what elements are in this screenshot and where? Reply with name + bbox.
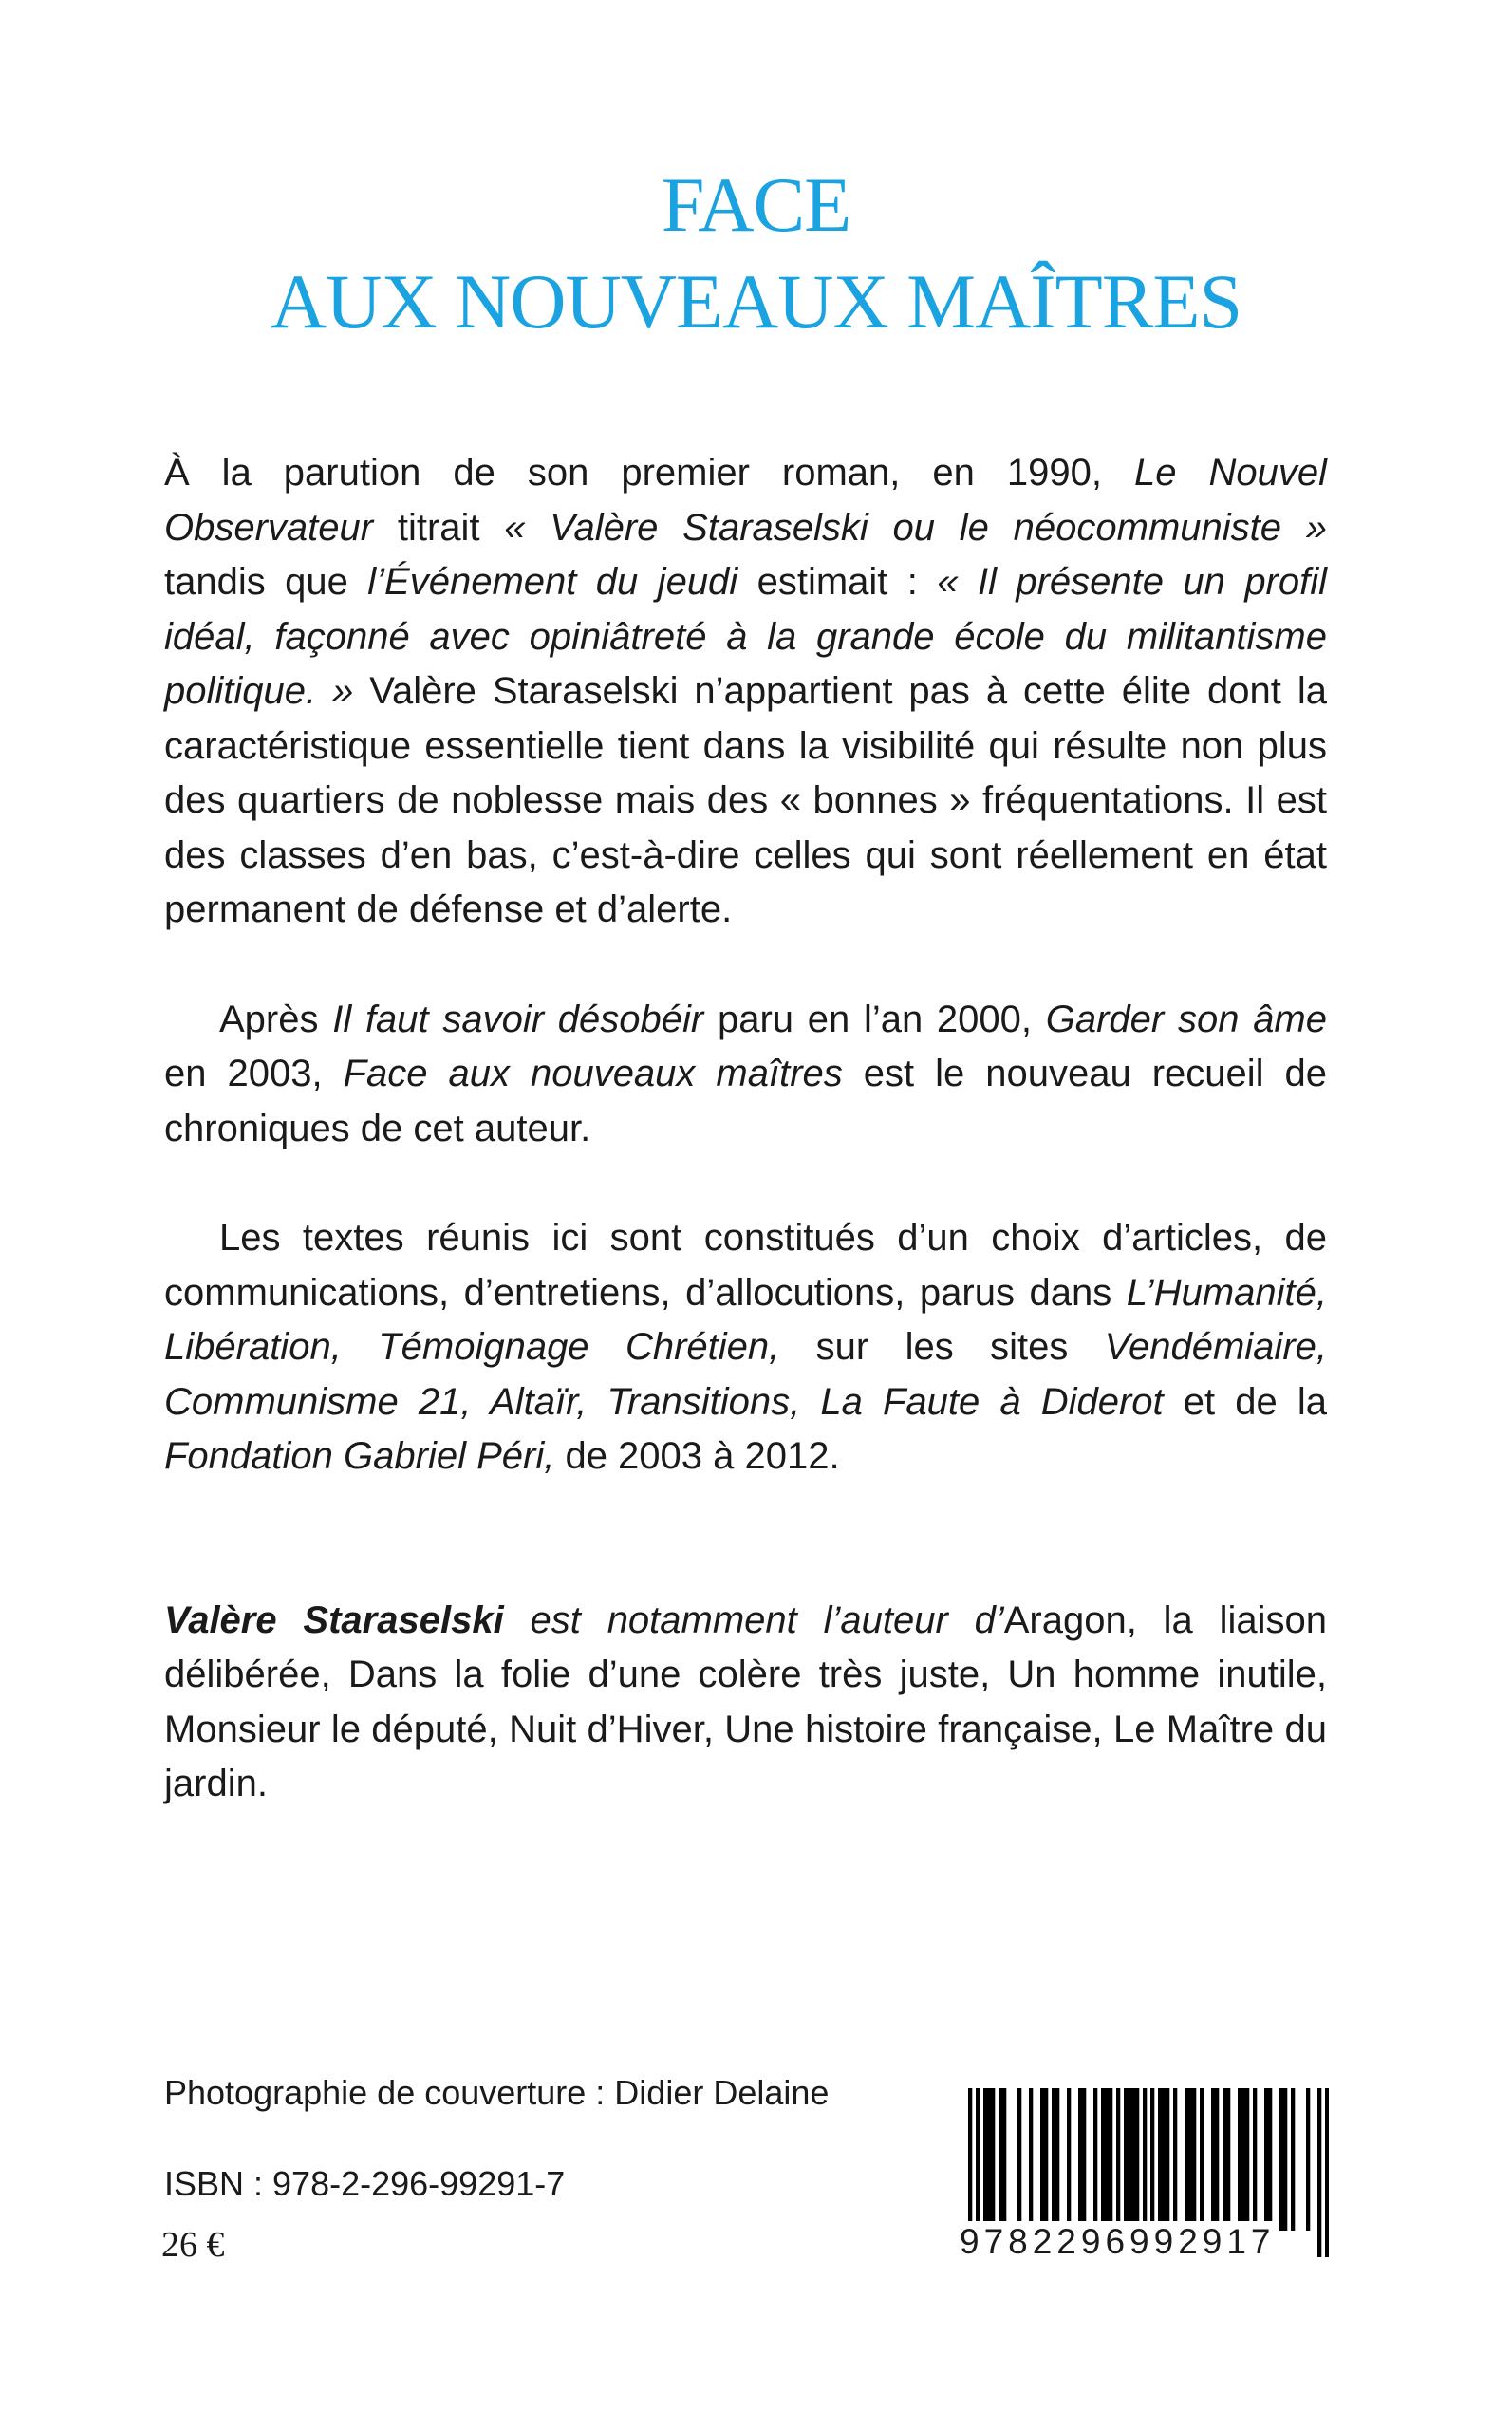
text-run: sur les sites [779,1326,1105,1368]
barcode-digits [959,2221,1331,2263]
barcode-bar [1185,2088,1188,2231]
text-run: « Valère Staraselski ou le néocommuniste » [504,506,1327,549]
text-run: Fondation Gabriel Péri, [164,1435,555,1477]
barcode-bar [1279,2088,1283,2231]
barcode-bar [1268,2088,1272,2231]
paragraph-sources [164,1211,1327,1485]
price: 26 € [161,2225,225,2265]
text-run: paru en l’an 2000, [703,998,1046,1040]
book-title [0,157,1512,350]
text-run: l’Événement du jeudi [367,561,738,603]
text-run: Garder son âme [1045,998,1327,1040]
text-run: en 2003, [164,1053,344,1094]
barcode-bar [1192,2088,1196,2231]
text-run: de 2003 à 2012. [554,1435,840,1477]
barcode-bar [983,2088,987,2231]
barcode-bar [1245,2088,1249,2231]
text-run: Après [219,998,333,1040]
paragraph-author-bibliography [164,1594,1327,1812]
barcode-bar [991,2088,995,2231]
barcode-bar [1055,2088,1059,2231]
barcode-bar [1166,2088,1169,2231]
text-run: est notamment l’auteur d’ [503,1598,1004,1641]
barcode-bar [1116,2088,1120,2231]
isbn: ISBN : 978-2-296-99291-7 [164,2164,566,2203]
title-line-1: FACE [661,161,851,248]
photo-credit: Photographie de couverture : Didier Delaine [164,2073,830,2112]
barcode-bar [1093,2088,1097,2231]
paragraph-previous-works [164,993,1327,1157]
barcode-bar [1215,2088,1219,2231]
barcode-bar [1306,2088,1310,2231]
text-run: estimait : [737,561,938,603]
barcode-number: 9782296992917 [960,2222,1276,2261]
barcode-bar [1029,2088,1033,2231]
barcode-bar [1128,2088,1131,2231]
text-run: Valère Staraselski n’appartient pas à cette élite dont la caractéristique essentielle tient dans la visibilité qui résulte non plus des quartiers de noblesse mais des « bonnes » fréquentations. Il est des classes d’en bas, c’est-à-dire celles qui sont réellement en état permanent de défense et d’alerte. [164,670,1327,930]
barcode-bar [1044,2088,1048,2231]
back-cover-text [164,446,1327,1812]
text-run: titrait [373,506,505,549]
barcode-bar [1226,2088,1230,2231]
barcode-bar [1105,2088,1109,2231]
barcode-bar [1078,2088,1082,2231]
barcode-bar [1040,2088,1044,2231]
barcode-bar [1124,2088,1128,2231]
text-run: À la parution de son premier roman, en 1990, [164,452,1134,494]
barcode-bar [1067,2088,1071,2231]
barcode-bar [1101,2088,1105,2231]
text-run: et de la [1163,1380,1328,1423]
text-run: « Il présente un profil idéal, façonné avec opiniâtreté à la grande école du militantisme politique. » [164,561,1328,712]
text-run: Il faut savoir désobéir [332,998,704,1040]
barcode-bar [1052,2088,1055,2231]
text-run: tandis que [164,561,368,603]
text-run: Vendémiaire, Communisme 21, Altaïr, Transitions, La Faute à Diderot [164,1326,1327,1423]
barcode-bar [1223,2088,1226,2231]
barcode-bar [1109,2088,1112,2231]
barcode-bar [1241,2088,1245,2231]
barcode-bar [1188,2088,1192,2231]
paragraph-intro [164,446,1327,938]
barcode-bar [1200,2088,1204,2231]
barcode-bar [1253,2088,1257,2231]
barcode-bar [1131,2088,1135,2231]
barcode-bar [1002,2088,1006,2231]
barcode-bar [987,2088,991,2231]
barcode-bar [999,2088,1002,2231]
barcode-bar [1173,2088,1177,2231]
barcode-bar [1291,2088,1295,2231]
barcode-bar [1082,2088,1086,2231]
text-run: Valère Staraselski [164,1598,504,1641]
text-run: Les textes réunis ici sont constitués d’un choix d’articles, de communications, d’entretiens, d’allocutions, parus dans [164,1217,1327,1314]
barcode-bar [1162,2088,1166,2231]
barcode-bar [1135,2088,1139,2231]
title-line-2: AUX NOUVEAUX MAÎTRES [270,258,1242,345]
barcode-bar [1017,2088,1021,2231]
text-run: Face aux nouveaux maîtres [343,1053,843,1094]
text-run: Aragon, la liaison délibérée, Dans la folie d’une colère très juste, Un homme inutile, Monsieur le député, Nuit d’Hiver, Une histoire française, Le Maître du jardin. [164,1598,1328,1804]
barcode-bar [1211,2088,1215,2231]
text-run: L’Humanité, Libération, Témoignage Chrétien, [164,1271,1327,1368]
barcode-bar [1158,2088,1162,2231]
barcode-bar [1283,2088,1287,2231]
text-run: Le Nouvel Observateur [164,452,1327,549]
barcode-bar [1238,2088,1241,2231]
text-run: est le nouveau recueil de chroniques de cet auteur. [164,1053,1327,1149]
barcode-bar [1264,2088,1268,2231]
